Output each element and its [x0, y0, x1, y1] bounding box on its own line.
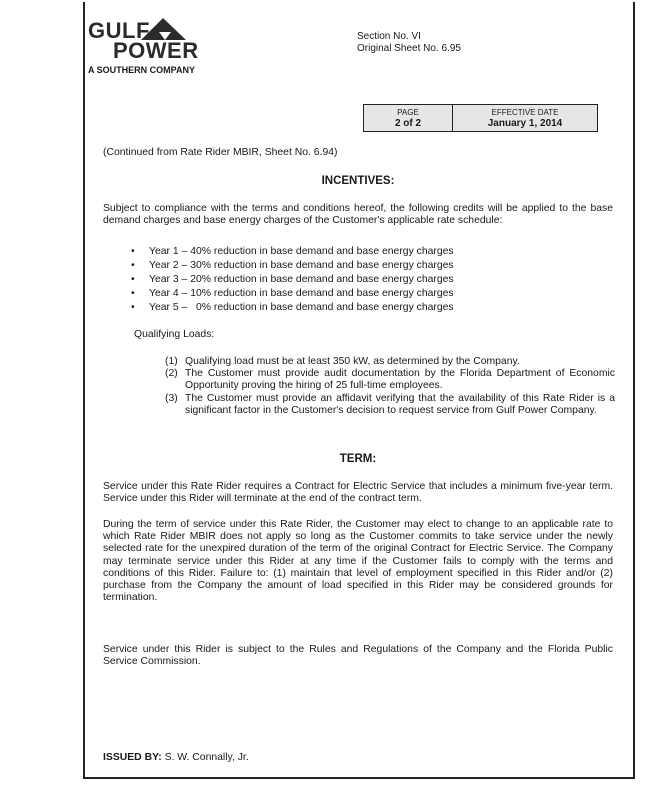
term-paragraph-2: During the term of service under this Rate Rider, the Customer may elect to change to an applicable rate to which Rate Rider MBIR does not apply so long as the Customer commits to take service under the newly selected rate for the unexpired duration of the term of the original Contract for Electric Service. The Company may terminate service under this Rider at any time if the Customer fails to comply with the terms and conditions of this Rider. Failure to: (1) maintain that level of employment specified in this Rider and/or (2) purchase from the Company the amount of load specified in this Rider may be considered grounds for termination.	[103, 519, 613, 604]
issued-by	[103, 752, 249, 764]
qualifying-loads-label: Qualifying Loads:	[134, 329, 215, 340]
list-item	[131, 301, 454, 315]
item-text: The Customer must provide an affidavit verifying that the availability of this Rate Rider is a significant factor in the Customer's decision to request service from Gulf Power Company.	[185, 392, 615, 416]
list-item	[165, 393, 615, 417]
item-number: (1)	[165, 356, 178, 367]
bullet-icon: •	[131, 260, 135, 271]
sheet-number: Original Sheet No. 6.95	[357, 43, 461, 54]
item-number: (2)	[165, 368, 178, 380]
list-item	[131, 259, 454, 273]
page-date-table	[363, 104, 598, 132]
list-item	[165, 368, 615, 392]
incentives-heading: INCENTIVES:	[321, 175, 395, 187]
issued-by-name: S. W. Connally, Jr.	[164, 752, 249, 763]
company-logo	[88, 18, 213, 80]
year-reduction-list	[131, 245, 454, 315]
logo-line2: POWER	[113, 38, 199, 63]
list-item	[165, 356, 615, 368]
bullet-icon: •	[131, 274, 135, 285]
bullet-icon: •	[131, 288, 135, 299]
item-text: Qualifying load must be at least 350 kW, as determined by the Company.	[185, 356, 520, 367]
section-number: Section No. VI	[357, 31, 421, 42]
term-heading: TERM:	[339, 453, 377, 465]
list-item	[131, 273, 454, 287]
year-text: Year 2 – 30% reduction in base demand and base energy charges	[149, 260, 454, 271]
page-label: PAGE	[397, 108, 419, 117]
term-paragraph-3: Service under this Rider is subject to the Rules and Regulations of the Company and the Florida Public Service Commission.	[103, 644, 613, 668]
sheet-reference	[357, 31, 461, 55]
qualifying-loads-list	[165, 356, 615, 417]
bullet-icon: •	[131, 246, 135, 257]
logo-line1: GULF	[88, 18, 150, 43]
list-item	[131, 287, 454, 301]
issued-by-label: ISSUED BY:	[103, 752, 162, 763]
effective-date-value: January 1, 2014	[487, 118, 563, 129]
item-number: (3)	[165, 392, 178, 404]
page-value: 2 of 2	[394, 118, 422, 129]
list-item	[131, 245, 454, 259]
effective-date-label: EFFECTIVE DATE	[491, 108, 559, 117]
year-text: Year 1 – 40% reduction in base demand and base energy charges	[149, 246, 454, 257]
logo-tagline: A SOUTHERN COMPANY	[88, 65, 196, 75]
term-paragraph-1: Service under this Rate Rider requires a Contract for Electric Service that includes a minimum five-year term. Service under this Rider will terminate at the end of the contract term.	[103, 481, 613, 505]
effective-date-cell	[453, 105, 597, 131]
incentives-intro: Subject to compliance with the terms and conditions hereof, the following credits will be applied to the base demand charges and base energy charges of the Customer's applicable rate schedule:	[103, 203, 613, 227]
continued-note: (Continued from Rate Rider MBIR, Sheet No. 6.94)	[103, 147, 338, 158]
page-cell	[364, 105, 453, 131]
year-text: Year 4 – 10% reduction in base demand and base energy charges	[149, 288, 454, 299]
bullet-icon: •	[131, 302, 135, 313]
year-text: Year 5 – 0% reduction in base demand and base energy charges	[149, 302, 454, 313]
item-text: The Customer must provide audit documentation by the Florida Department of Economic Opportunity proving the hiring of 25 full-time employees.	[185, 368, 615, 392]
year-text: Year 3 – 20% reduction in base demand and base energy charges	[149, 274, 454, 285]
